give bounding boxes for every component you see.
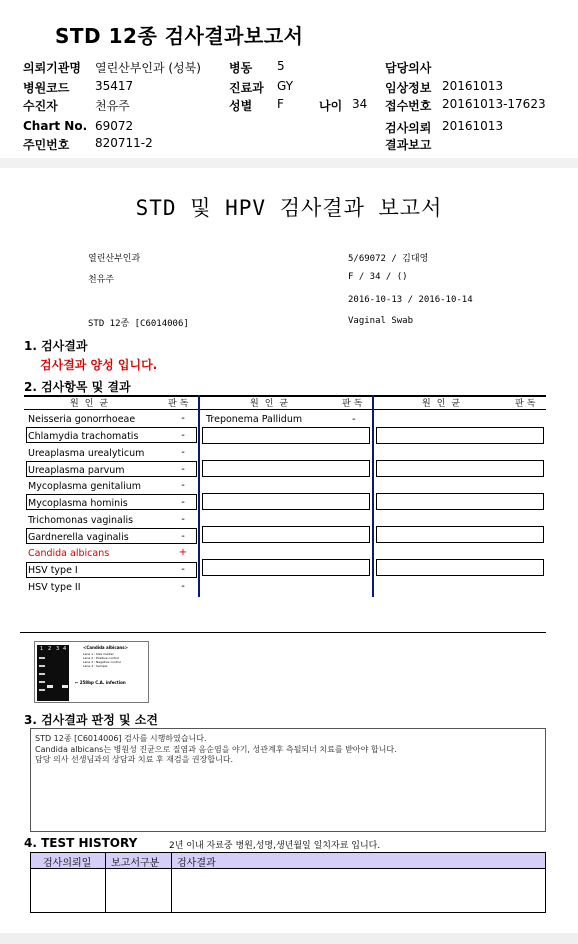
gel-legend-line: Lane 4 : Sample bbox=[83, 664, 108, 668]
history-col-report-type: 보고서구분 bbox=[111, 858, 160, 869]
item-name: Trichomonas vaginalis bbox=[28, 515, 134, 526]
col-header-cause-2: 원인균 bbox=[250, 399, 295, 409]
gel-band bbox=[62, 685, 68, 688]
empty-item-box bbox=[202, 493, 370, 510]
panel-divider-1 bbox=[198, 395, 200, 597]
section2-title: 2. 검사항목 및 결과 bbox=[24, 380, 131, 394]
label-sex: 성별 bbox=[229, 99, 253, 113]
value-hospital-code: 35417 bbox=[95, 79, 134, 93]
col-header-cause-3: 원인균 bbox=[422, 399, 467, 409]
item-result: - bbox=[181, 497, 185, 508]
gel-electrophoresis-image bbox=[34, 641, 149, 703]
opinion-box bbox=[30, 728, 546, 832]
value-ward: 5 bbox=[277, 59, 285, 73]
panel-divider-2 bbox=[372, 395, 374, 597]
value-patient: 천유주 bbox=[95, 99, 130, 113]
label-ward: 병동 bbox=[229, 61, 253, 75]
gel-band bbox=[39, 689, 45, 691]
value-sex: F bbox=[277, 97, 284, 111]
item-result: - bbox=[181, 480, 185, 491]
item-name: HSV type I bbox=[28, 565, 78, 576]
info-specimen: Vaginal Swab bbox=[348, 316, 414, 326]
item-result: - bbox=[181, 581, 185, 592]
section3-title: 3. 검사결과 판정 및 소견 bbox=[24, 713, 158, 727]
item-result: - bbox=[181, 514, 185, 525]
col-header-judge-2: 판독 bbox=[342, 399, 366, 409]
label-patient: 수진자 bbox=[23, 99, 58, 113]
history-col-divider bbox=[105, 853, 106, 912]
empty-item-box bbox=[202, 526, 370, 543]
item-result: - bbox=[181, 464, 185, 475]
col-header-judge-1: 판독 bbox=[168, 399, 192, 409]
info-sex-age: F / 34 / () bbox=[348, 272, 408, 282]
col-header-judge-3: 판독 bbox=[515, 399, 539, 409]
gel-legend-line: Lane 1 : Size marker bbox=[83, 652, 114, 656]
col-header-cause-1: 원인균 bbox=[70, 399, 115, 409]
empty-item-box bbox=[376, 460, 544, 477]
page-bottom-gap bbox=[0, 933, 578, 944]
item-name-positive: Candida albicans bbox=[28, 548, 110, 559]
info-test: STD 12종 [C6014006] bbox=[88, 319, 189, 329]
label-age: 나이 bbox=[319, 99, 343, 113]
value-chart-no: 69072 bbox=[95, 119, 134, 133]
item-name: Chlamydia trachomatis bbox=[28, 431, 139, 442]
value-test-request: 20161013 bbox=[442, 119, 504, 133]
item-result: - bbox=[181, 413, 185, 424]
empty-item-box bbox=[376, 559, 544, 576]
gel-lanes bbox=[37, 645, 69, 701]
label-clinical-info: 임상정보 bbox=[385, 81, 432, 95]
value-receipt-no: 20161013-17623 bbox=[442, 97, 546, 111]
history-table bbox=[30, 852, 546, 913]
label-test-request: 검사의뢰 bbox=[385, 121, 432, 135]
label-requesting-institution: 의뢰기관명 bbox=[23, 61, 81, 75]
opinion-line: Candida albicans는 병원성 진균으로 질염과 음순염을 야기, 성관계후 측될되너 치료를 받아야 합니다. bbox=[35, 745, 397, 754]
lane-number: 1 bbox=[40, 646, 44, 652]
value-requesting-institution: 열린산부인과 (성북) bbox=[95, 61, 201, 75]
empty-item-box bbox=[202, 460, 370, 477]
item-name: Gardnerella vaginalis bbox=[28, 532, 129, 543]
label-hospital-code: 병원코드 bbox=[23, 81, 70, 95]
item-name: HSV type II bbox=[28, 582, 81, 593]
gel-legend-line: Lane 2 : Positive control bbox=[83, 656, 119, 660]
empty-item-box bbox=[202, 427, 370, 444]
section4-title: 4. TEST HISTORY bbox=[24, 836, 138, 850]
info-hospital: 열린산부인과 bbox=[88, 254, 141, 264]
item-result-positive: + bbox=[178, 547, 188, 558]
gel-legend-title: <Candida albicans> bbox=[83, 645, 128, 650]
lane-number: 2 bbox=[48, 646, 52, 652]
gel-legend-line: Lane 3 : Negative control bbox=[83, 660, 121, 664]
gel-band-annotation: ← 258bp C.A. infection bbox=[75, 680, 126, 685]
gel-band bbox=[47, 685, 53, 688]
value-age: 34 bbox=[352, 97, 368, 111]
item-name: Neisseria gonorrhoeae bbox=[28, 414, 136, 425]
label-department: 진료과 bbox=[229, 81, 264, 95]
section1-title: 1. 검사결과 bbox=[24, 339, 88, 353]
item-name: Treponema Pallidum bbox=[206, 414, 303, 425]
panel-header-line bbox=[24, 409, 546, 410]
history-col-divider bbox=[171, 853, 172, 912]
gel-band bbox=[39, 673, 45, 675]
info-chart-doctor: 5/69072 / 김대영 bbox=[348, 254, 429, 264]
positive-result-text: 검사결과 양성 입니다. bbox=[40, 358, 158, 372]
gel-band bbox=[39, 657, 45, 659]
item-name: Ureaplasma urealyticum bbox=[28, 448, 145, 459]
gel-band bbox=[39, 681, 45, 683]
item-result: - bbox=[181, 564, 185, 575]
value-resident-no: 820711-2 bbox=[95, 136, 153, 150]
info-dates: 2016-10-13 / 2016-10-14 bbox=[348, 295, 473, 305]
item-result: - bbox=[181, 447, 185, 458]
value-clinical-info: 20161013 bbox=[442, 79, 504, 93]
label-chart-no: Chart No. bbox=[23, 119, 88, 133]
label-resident-no: 주민번호 bbox=[23, 138, 70, 152]
history-col-request-date: 검사의뢰일 bbox=[43, 858, 92, 869]
label-result-report: 결과보고 bbox=[385, 138, 432, 152]
empty-item-box bbox=[376, 427, 544, 444]
header-title: STD 12종 검사결과보고서 bbox=[55, 24, 304, 48]
gel-band bbox=[39, 665, 45, 667]
history-col-result: 검사결과 bbox=[177, 858, 216, 869]
label-receipt-no: 접수번호 bbox=[385, 99, 432, 113]
opinion-line: STD 12종 [C6014006] 검사를 시행하였습니다. bbox=[35, 734, 207, 743]
item-name: Ureaplasma parvum bbox=[28, 465, 125, 476]
item-name: Mycoplasma hominis bbox=[28, 498, 128, 509]
info-patient: 천유주 bbox=[88, 275, 115, 285]
lane-number: 3 bbox=[56, 646, 60, 652]
history-header bbox=[31, 853, 545, 869]
item-result: - bbox=[181, 430, 185, 441]
item-result: - bbox=[181, 531, 185, 542]
label-attending-doctor: 담당의사 bbox=[385, 61, 432, 75]
item-name: Mycoplasma genitalium bbox=[28, 481, 142, 492]
history-note: 2년 이내 자료중 병원,성명,생년월일 일치자료 입니다. bbox=[169, 841, 381, 851]
empty-item-box bbox=[202, 559, 370, 576]
empty-item-box bbox=[376, 526, 544, 543]
header-sheet bbox=[0, 0, 578, 165]
page-gap bbox=[0, 158, 578, 168]
opinion-line: 담당 의사 선생님과의 상담과 치료 후 재검을 권장합니다. bbox=[35, 755, 234, 764]
gel-section bbox=[20, 632, 546, 704]
lane-number: 4 bbox=[63, 646, 67, 652]
report-title: STD 및 HPV 검사결과 보고서 bbox=[135, 196, 443, 220]
value-department: GY bbox=[277, 79, 294, 93]
item-result: - bbox=[352, 414, 356, 425]
empty-item-box bbox=[376, 493, 544, 510]
